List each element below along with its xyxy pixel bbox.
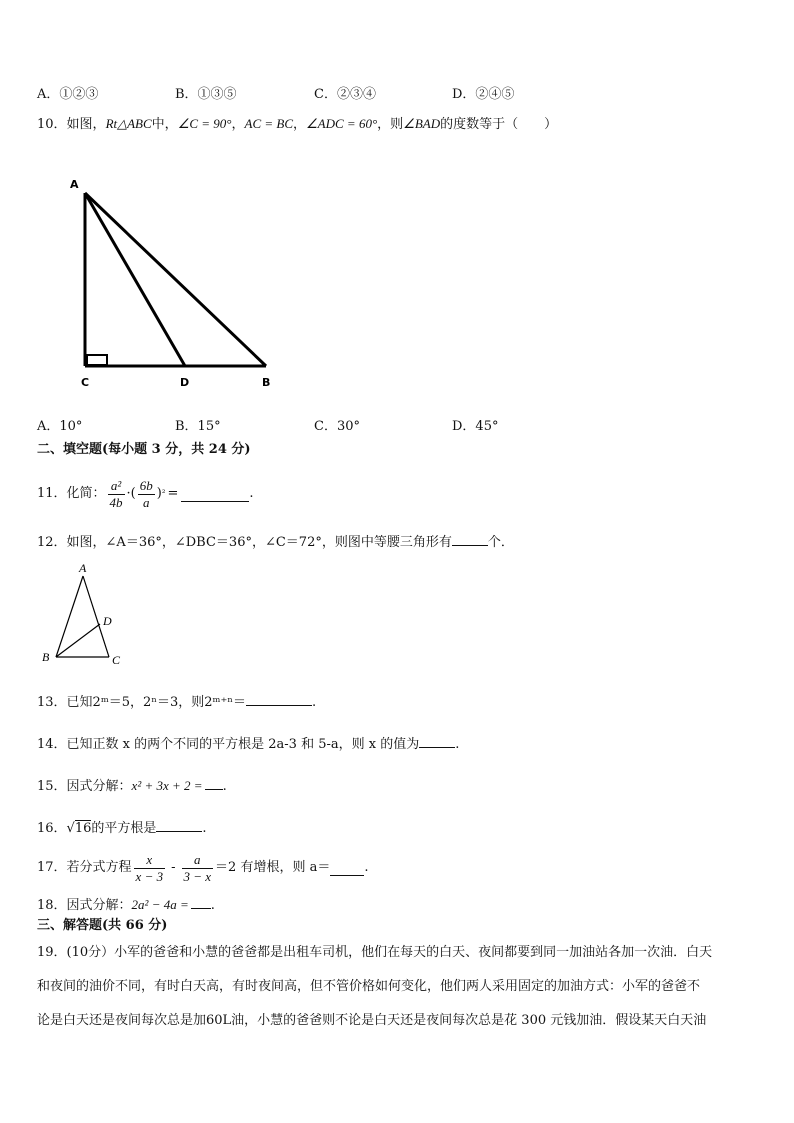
vertex-label-d: D [180,376,190,389]
q9-option-b: B．①③⑤ [175,87,237,102]
sqrt-symbol: √ [66,821,75,836]
q10-stem: 10．如图，Rt△ABC中，∠C = 90°，AC = BC，∠ADC = 60°，则∠BAD的度数等于（ ） [37,116,558,132]
q12-triangle-figure [36,560,136,670]
q11-answer-blank[interactable] [181,487,249,502]
q17: 17．若分式方程 $\frac{x}{x - 3}$ - $\frac{a}{3 - x}$ ＝2 有增根，则 a＝ . [37,851,369,884]
q10-option-d: D．45° [452,419,499,434]
section-2-title: 二、填空题(每小题 3 分，共 24 分) [37,442,251,457]
fig12-label-c: C [112,653,121,667]
vertex-label-b: B [262,376,271,389]
vertex-label-c: C [81,376,90,389]
q18: 18．因式分解：2a² − 4a = . [37,894,215,915]
q9-option-d: D．②④⑤ [452,87,515,102]
q18-answer-blank[interactable] [191,894,211,909]
vertex-label-a: A [70,178,79,191]
q10-option-c: C．30° [314,419,360,434]
fig12-label-b: B [42,650,50,664]
q12-answer-blank[interactable] [452,531,488,546]
section-3-title: 三、解答题(共 66 分) [37,918,168,933]
q16-answer-blank[interactable] [156,817,202,832]
q15-answer-blank[interactable] [205,775,223,790]
q9-option-c: C．②③④ [314,87,376,102]
q14-answer-blank[interactable] [419,733,455,748]
q13: 13．已知2ᵐ＝5，2ⁿ＝3，则2ᵐ⁺ⁿ＝ . [37,691,316,712]
q10-triangle-figure [60,170,290,395]
fig12-label-a: A [79,561,87,575]
q10-option-a: A．10° [37,419,83,434]
q11: 11．化简： $\frac{\text{a²}}{4b}$ ·( $\frac{6b}{a}$ ) ² = . [37,477,254,510]
q14: 14．已知正数 x 的两个不同的平方根是 2a-3 和 5-a，则 x 的值为 . [37,733,459,754]
q17-answer-blank[interactable] [330,861,364,876]
q13-answer-blank[interactable] [246,691,312,706]
q19-line-1: 19．(10分）小军的爸爸和小慧的爸爸都是出租车司机，他们在每天的白天、夜间都要到同一加油站各加一次油．白天 [37,945,713,960]
q12-stem: 12．如图，∠A＝36°，∠DBC＝36°，∠C＝72°，则图中等腰三角形有 个． [37,531,514,552]
fig12-label-d: D [103,614,112,628]
q15: 15．因式分解：x² + 3x + 2 = . [37,775,227,796]
q10-option-b: B．15° [175,419,221,434]
q9-option-a: A．①②③ [37,87,99,102]
q19-line-2: 和夜间的油价不同，有时白天高，有时夜间高，但不管价格如何变化，他们两人采用固定的加油方式：小军的爸爸不 [37,979,701,994]
q19-line-3: 论是白天还是夜间每次总是加60L油，小慧的爸爸则不论是白天还是夜间每次总是花 300 元钱加油．假设某天白天油 [37,1013,707,1028]
q16: 16．√16的平方根是 . [37,817,207,838]
